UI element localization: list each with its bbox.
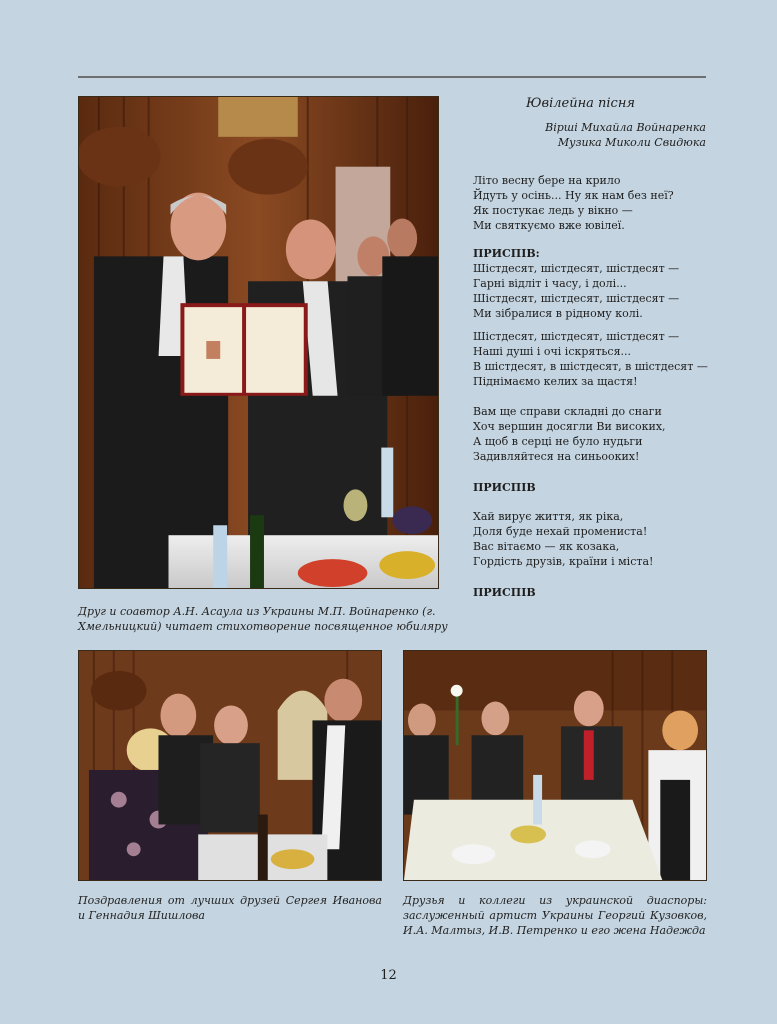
poem-chorus bbox=[473, 246, 713, 321]
poem-line: Ми зібралися в рідному колі. bbox=[473, 307, 643, 320]
poem-line: Шістдесят, шістдесят, шістдесят — bbox=[473, 262, 680, 275]
poem-line: Вас вітаємо — як козака, bbox=[473, 540, 620, 553]
poem-line: Ми святкуємо вже ювілеї. bbox=[473, 219, 625, 232]
photo-award-presentation bbox=[78, 96, 439, 589]
poem-line: Хоч вершин досягли Ви високих, bbox=[473, 420, 666, 433]
photo-diaspora-friends bbox=[403, 650, 707, 881]
chorus-label: ПРИСПІВ: bbox=[473, 247, 540, 260]
poem-stanza bbox=[473, 173, 713, 233]
photo-award-presentation-image bbox=[79, 97, 438, 588]
poem-line: Гордість друзів, країни і міста! bbox=[473, 555, 654, 568]
poem-line: Шістдесят, шістдесят, шістдесят — bbox=[473, 330, 680, 343]
page-number: 12 bbox=[380, 968, 397, 983]
chorus-label: ПРИСПІВ bbox=[473, 586, 536, 599]
photo-congratulations-image bbox=[79, 651, 381, 880]
poem-title: Ювілейна пісня bbox=[525, 96, 635, 111]
poem-credits bbox=[480, 120, 706, 150]
poem-stanza bbox=[473, 329, 713, 389]
chorus-label: ПРИСПІВ bbox=[473, 481, 536, 494]
poem-line: Літо весну бере на крило bbox=[473, 174, 621, 187]
poem-line: Хай вирує життя, як ріка, bbox=[473, 510, 624, 523]
poem-chorus-ref bbox=[473, 480, 713, 495]
caption-main-photo: Друг и соавтор А.Н. Асаула из Украины М.П. Войнаренко (г. Хмельницкий) читает стихотворение посвященное юбиляру bbox=[78, 605, 448, 633]
poem-line: Йдуть у осінь... Ну як нам без неї? bbox=[473, 189, 674, 202]
poem-line: В шістдесят, в шістдесят, в шістдесят — bbox=[473, 360, 708, 373]
header-rule bbox=[78, 76, 706, 78]
caption-congratulations-photo: Поздравления от лучших друзей Сергея Иванова и Геннадия Шишлова bbox=[78, 894, 382, 922]
poem-line: Доля буде нехай промениста! bbox=[473, 525, 648, 538]
poem-line: Як постукає ледь у вікно — bbox=[473, 204, 633, 217]
poem-music-credit: Музика Миколи Свидюка bbox=[557, 136, 706, 149]
poem-stanza bbox=[473, 404, 713, 464]
poem-line: Піднімаємо келих за щастя! bbox=[473, 375, 638, 388]
photo-diaspora-friends-image bbox=[404, 651, 706, 880]
poem-line: Задивляйтеся на синьооких! bbox=[473, 450, 640, 463]
poem-line: Шістдесят, шістдесят, шістдесят — bbox=[473, 292, 680, 305]
poem-chorus-ref bbox=[473, 585, 713, 600]
poem-lyrics-credit: Вірші Михайла Войнаренка bbox=[545, 121, 706, 134]
poem-line: А щоб в серці не було нудьги bbox=[473, 435, 643, 448]
poem-body bbox=[473, 173, 713, 605]
photo-congratulations bbox=[78, 650, 382, 881]
caption-diaspora-photo: Друзья и коллеги из украинской диаспоры: заслуженный артист Украины Георгий Кузовков, И.А. Малтыз, И.В. Петренко и его жена Надежда bbox=[403, 894, 707, 937]
poem-line: Гарні відліт і часу, і долі... bbox=[473, 277, 627, 290]
poem-line: Наші душі і очі іскряться... bbox=[473, 345, 632, 358]
poem-stanza bbox=[473, 509, 713, 569]
poem-line: Вам ще справи складні до снаги bbox=[473, 405, 662, 418]
